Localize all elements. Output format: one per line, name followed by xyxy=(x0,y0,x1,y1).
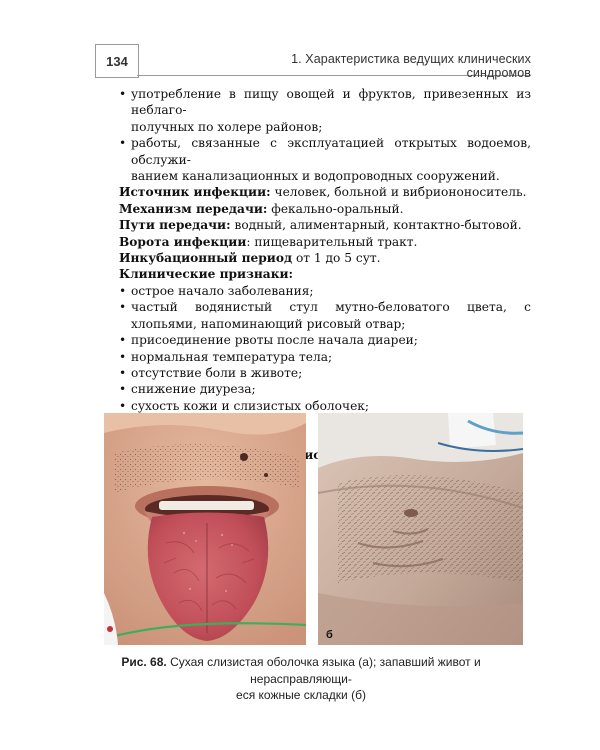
photo-dry-tongue xyxy=(104,413,306,645)
body-text xyxy=(119,86,531,463)
chapter-title: 1. Характеристика ведущих клинических синдромов xyxy=(291,52,531,80)
sign-item: • снижение диуреза; xyxy=(119,381,531,397)
page-header xyxy=(95,44,531,80)
figure-caption: Рис. 68. Сухая слизистая оболочка языка (а); запавший живот и нерасправляющи- еся кожные складки (б) xyxy=(121,655,481,702)
sign-item: • частый водянистый стул мутно-беловатого цвета, с хлопьями, напоминающий рисовый отвар; xyxy=(119,299,531,332)
intro-bullet: • употребление в пищу овощей и фруктов, привезенных из неблаго- получных по холере районов; xyxy=(119,86,531,135)
sign-item: • присоединение рвоты после начала диареи; xyxy=(119,332,531,348)
sign-item: • сухость кожи и слизистых оболочек; xyxy=(119,398,531,414)
photo-b-label: б xyxy=(326,629,333,641)
sign-item: • острое начало заболевания; xyxy=(119,283,531,299)
page-number: 134 xyxy=(95,44,139,78)
fact-routes: Пути передачи: водный, алиментарный, контактно-бытовой. xyxy=(119,218,522,233)
photo-sunken-abdomen xyxy=(318,413,523,645)
fact-gates: Ворота инфекции: пищеварительный тракт. xyxy=(119,234,418,249)
caption-label: Рис. 68. xyxy=(121,655,167,669)
fact-mechanism: Механизм передачи: фекально-оральный. xyxy=(119,201,404,216)
abdomen-illustration xyxy=(318,413,523,645)
sign-item: • нормальная температура тела; xyxy=(119,349,531,365)
fact-signs-heading: Клинические признаки: xyxy=(119,267,294,282)
tongue-illustration xyxy=(104,413,306,645)
figure-reference: (рис. xyxy=(289,447,325,462)
sign-item: • отсутствие боли в животе; xyxy=(119,365,531,381)
fact-source: Источник инфекции: человек, больной и вибриононоситель. xyxy=(119,185,527,200)
intro-bullet: • работы, связанные с эксплуатацией открытых водоемов, обслужи- ванием канализационных и водопроводных сооружений. xyxy=(119,135,531,184)
fact-incubation: Инкубационный период от 1 до 5 сут. xyxy=(119,251,381,266)
